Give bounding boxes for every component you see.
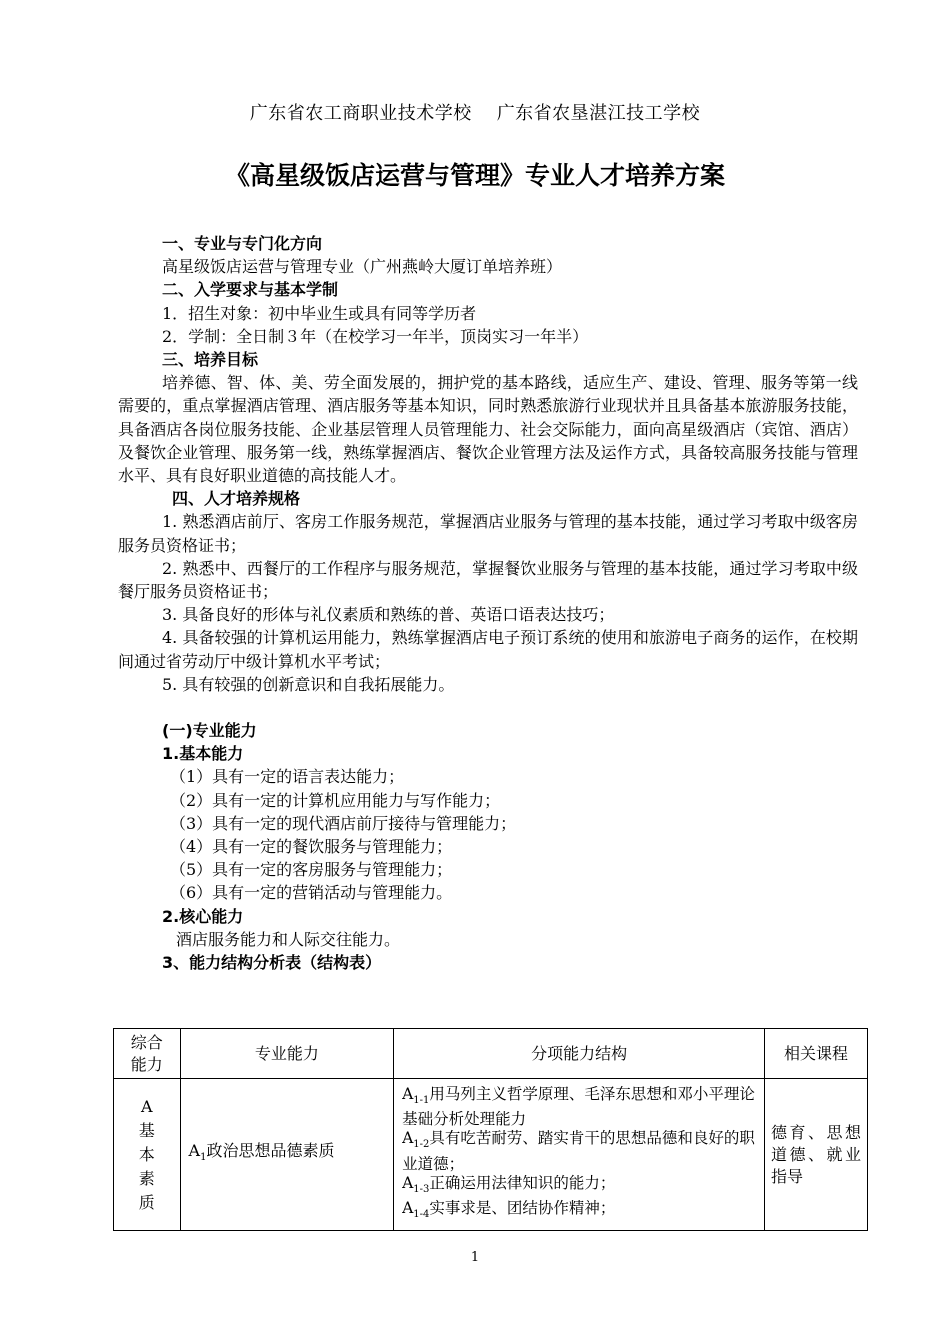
section-1-heading: 一、专业与专门化方向 — [162, 234, 323, 253]
school-name-1: 广东省农工商职业技术学校 — [249, 103, 472, 124]
spec-item: 3. 具备良好的形体与礼仪素质和熟练的普、英语口语表达技巧； — [162, 605, 615, 625]
spec-item: 2. 熟悉中、西餐厅的工作程序与服务规范，掌握餐饮业服务与管理的基本技能，通过学习考取中级餐厅服务员资格证书； — [118, 558, 858, 602]
category-cell — [114, 1079, 181, 1231]
header-cell-courses: 相关课程 — [765, 1029, 868, 1079]
ability-structure-table — [113, 1028, 868, 1231]
school-header — [0, 99, 950, 125]
basic-ability-item: （4）具有一定的餐饮服务与管理能力； — [170, 837, 453, 857]
skill-code-sub: 1 — [200, 1152, 207, 1164]
sub-ability-item: $A_{1-2}$具有吃苦耐劳、踏实肯干的思想品德和良好的职业道德； — [402, 1129, 755, 1173]
section-2-item-2: 2．学制：全日制３年（在校学习一年半，顶岗实习一年半） — [162, 326, 589, 346]
core-ability-text: 酒店服务能力和人际交往能力。 — [176, 929, 401, 949]
basic-ability-item: （5）具有一定的客房服务与管理能力； — [170, 860, 453, 880]
header-cell-composite — [114, 1029, 181, 1079]
basic-ability-item: （3）具有一定的现代酒店前厅接待与管理能力； — [170, 813, 517, 833]
category-char: 素 — [138, 1168, 155, 1188]
document-body — [118, 232, 858, 974]
section-2-item-1: 1．招生对象：初中毕业生或具有同等学历者 — [162, 303, 477, 323]
section-1-text: 高星级饭店运营与管理专业（广州燕岭大厦订单培养班） — [162, 257, 563, 277]
category-char: 质 — [138, 1192, 155, 1212]
category-char: A — [140, 1096, 153, 1116]
professional-ability-heading: (一)专业能力 — [162, 721, 257, 741]
header-cell-professional: 专业能力 — [180, 1029, 394, 1079]
skill-text: 政治思想品德素质 — [206, 1140, 335, 1160]
section-2-heading: 二、入学要求与基本学制 — [162, 280, 339, 300]
table-row — [114, 1079, 868, 1231]
basic-ability-item: （1）具有一定的语言表达能力； — [170, 767, 405, 787]
document-title: 《高星级饭店运营与管理》专业人才培养方案 — [224, 161, 725, 190]
skill-code: A — [188, 1140, 201, 1160]
basic-ability-item: （6）具有一定的营销活动与管理能力。 — [170, 883, 453, 903]
school-name-2: 广东省农垦湛江技工学校 — [496, 103, 701, 124]
ability-table-heading: 3、能力结构分析表（结构表） — [162, 953, 382, 973]
page-number: 1 — [470, 1250, 480, 1265]
spec-item: 5. 具有较强的创新意识和自我拓展能力。 — [162, 674, 455, 694]
related-courses-cell: 德育、思想道德、就业指导 — [765, 1079, 868, 1231]
sub-ability-item: $A_{1-3}$正确运用法律知识的能力； — [402, 1173, 616, 1195]
sub-ability-item: $A_{1-4}$实事求是、团结协作精神； — [402, 1198, 616, 1220]
category-char: 本 — [138, 1144, 155, 1164]
header-cell-sub-ability: 分项能力结构 — [394, 1029, 765, 1079]
sub-ability-cell — [394, 1079, 765, 1231]
spec-item: 1. 熟悉酒店前厅、客房工作服务规范，掌握酒店业服务与管理的基本技能，通过学习考取中级客房服务员资格证书； — [118, 512, 858, 555]
spec-item: 4. 具备较强的计算机运用能力，熟练掌握酒店电子预订系统的使用和旅游电子商务的运作，在校期间通过省劳动厅中级计算机水平考试； — [118, 628, 858, 671]
section-4-heading: 四、人才培养规格 — [172, 489, 301, 509]
section-3-heading: 三、培养目标 — [162, 350, 259, 370]
table-header-row — [114, 1029, 868, 1079]
basic-ability-heading: 1.基本能力 — [162, 744, 244, 764]
core-ability-heading: 2.核心能力 — [162, 906, 244, 926]
category-char: 基 — [138, 1120, 155, 1140]
sub-ability-item: $A_{1-1}$用马列主义哲学原理、毛泽东思想和邓小平理论基础分析处理能力 — [402, 1085, 755, 1129]
header-label: 综合能力 — [130, 1032, 163, 1074]
professional-skill-cell — [180, 1079, 394, 1231]
section-3-paragraph: 培养德、智、体、美、劳全面发展的，拥护党的基本路线，适应生产、建设、管理、服务等第一线需要的，重点掌握酒店管理、酒店服务等基本知识，同时熟悉旅游行业现状并且具备基本旅游服务技能，具备酒店各岗位服务技能、企业基层管理人员管理能力、社会交际能力，面向高星级酒店（宾馆、酒店）及餐饮企业管理、服务第一线，熟练掌握酒店、餐饮企业管理方法及运作方式，具备较高服务技能与管理水平、具有良好职业道德的高技能人才。 — [118, 373, 858, 486]
basic-ability-item: （2）具有一定的计算机应用能力与写作能力； — [170, 790, 501, 810]
